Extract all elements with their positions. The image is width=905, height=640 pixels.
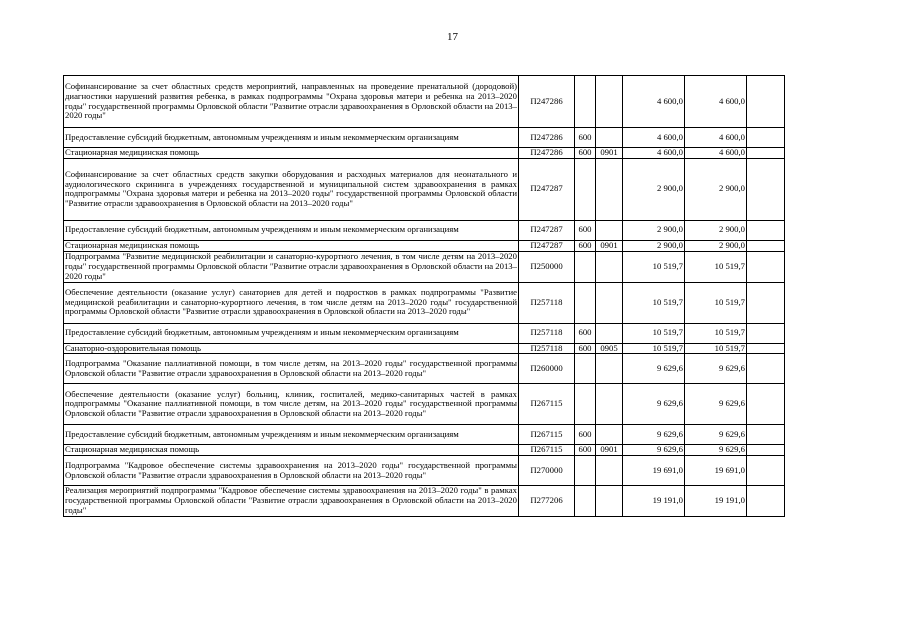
row-rz-cell bbox=[596, 282, 623, 323]
table-row bbox=[64, 240, 785, 251]
table-row bbox=[64, 486, 785, 517]
row-code-cell: П247287 bbox=[519, 220, 575, 240]
row-rz-cell: 0905 bbox=[596, 343, 623, 354]
row-sum1-cell: 10 519,7 bbox=[623, 251, 685, 282]
table-row bbox=[64, 323, 785, 343]
row-vr-cell: 600 bbox=[575, 343, 596, 354]
table-row bbox=[64, 148, 785, 159]
budget-table bbox=[63, 75, 785, 517]
row-name-cell: Обеспечение деятельности (оказание услуг) санаториев для детей и подростков в рамках подпрограммы "Развитие медицинской реабилитации и санаторно-курортного лечения, в том числе детям на 2013–2020 годы" государственной программы Орловской области "Развитие отрасли здравоохранения в Орловской области на 2013–2020 годы" bbox=[64, 282, 519, 323]
row-extra-cell bbox=[747, 456, 785, 486]
row-rz-cell bbox=[596, 486, 623, 517]
row-rz-cell bbox=[596, 128, 623, 148]
row-extra-cell bbox=[747, 148, 785, 159]
row-rz-cell: 0901 bbox=[596, 148, 623, 159]
row-code-cell: П257118 bbox=[519, 282, 575, 323]
row-extra-cell bbox=[747, 445, 785, 456]
row-code-cell: П247286 bbox=[519, 148, 575, 159]
row-name-cell: Подпрограмма "Развитие медицинской реабилитации и санаторно-курортного лечения, в том числе детям на 2013–2020 годы" государственной программы Орловской области "Развитие отрасли здравоохранения в Орловской области на 2013–2020 годы" bbox=[65, 251, 517, 281]
row-vr-cell bbox=[575, 282, 596, 323]
row-sum2-cell: 9 629,6 bbox=[685, 354, 747, 384]
row-sum2-cell: 9 629,6 bbox=[685, 384, 747, 425]
row-name-cell: Стационарная медицинская помощь bbox=[64, 148, 519, 159]
row-extra-cell bbox=[747, 128, 785, 148]
row-code-cell: П247286 bbox=[519, 76, 575, 128]
row-code-cell: П257118 bbox=[519, 323, 575, 343]
row-rz-cell bbox=[596, 220, 623, 240]
row-sum1-cell: 4 600,0 bbox=[623, 128, 685, 148]
row-vr-cell bbox=[575, 158, 596, 220]
row-vr-cell: 600 bbox=[575, 445, 596, 456]
row-name-cell: Подпрограмма "Оказание паллиативной помощи, в том числе детям, на 2013–2020 годы" государственной программы Орловской области "Развитие отрасли здравоохранения в Орловской области на 2013–2020 годы" bbox=[64, 354, 519, 384]
row-code-cell: П267115 bbox=[519, 445, 575, 456]
row-sum2-cell: 10 519,7 bbox=[685, 251, 747, 282]
row-sum1-cell: 4 600,0 bbox=[623, 76, 685, 128]
row-sum2-cell: 9 629,6 bbox=[685, 425, 747, 445]
row-name-cell: Предоставление субсидий бюджетным, автономным учреждениям и иным некоммерческим организациям bbox=[64, 323, 519, 343]
row-sum1-cell: 19 191,0 bbox=[623, 486, 685, 517]
row-name-cell: Предоставление субсидий бюджетным, автономным учреждениям и иным некоммерческим организациям bbox=[64, 425, 519, 445]
row-sum1-cell: 2 900,0 bbox=[623, 158, 685, 220]
row-extra-cell bbox=[747, 425, 785, 445]
row-vr-cell bbox=[575, 354, 596, 384]
row-sum2-cell: 4 600,0 bbox=[685, 148, 747, 159]
row-vr-cell: 600 bbox=[575, 128, 596, 148]
row-code-cell: П247287 bbox=[519, 240, 575, 251]
page-number: 17 bbox=[447, 31, 458, 43]
table-row bbox=[64, 456, 785, 486]
row-name-cell: Подпрограмма "Кадровое обеспечение системы здравоохранения на 2013–2020 годы" государственной программы Орловской области "Развитие отрасли здравоохранения в Орловской области на 2013–2020 годы" bbox=[64, 456, 519, 486]
row-name-cell: Реализация мероприятий подпрограммы "Кадровое обеспечение системы здравоохранения на 2013–2020 годы" в рамках государственной программы Орловской области "Развитие отрасли здравоохранения в Орловской области на 2013–2020 годы" bbox=[65, 485, 517, 516]
table-row bbox=[64, 282, 785, 323]
row-name-cell: Стационарная медицинская помощь bbox=[64, 445, 519, 456]
row-rz-cell bbox=[596, 384, 623, 425]
row-vr-cell bbox=[575, 384, 596, 425]
row-rz-cell bbox=[596, 354, 623, 384]
row-rz-cell: 0901 bbox=[596, 445, 623, 456]
row-extra-cell bbox=[747, 323, 785, 343]
row-sum1-cell: 4 600,0 bbox=[623, 148, 685, 159]
row-vr-cell: 600 bbox=[575, 220, 596, 240]
row-sum2-cell: 10 519,7 bbox=[685, 343, 747, 354]
row-extra-cell bbox=[747, 384, 785, 425]
row-code-cell: П257118 bbox=[519, 343, 575, 354]
row-sum2-cell: 19 191,0 bbox=[685, 486, 747, 517]
row-sum1-cell: 19 691,0 bbox=[623, 456, 685, 486]
row-sum2-cell: 2 900,0 bbox=[685, 158, 747, 220]
row-sum1-cell: 2 900,0 bbox=[623, 240, 685, 251]
row-vr-cell: 600 bbox=[575, 240, 596, 251]
table-row bbox=[64, 384, 785, 425]
row-sum2-cell: 9 629,6 bbox=[685, 445, 747, 456]
row-extra-cell bbox=[747, 220, 785, 240]
row-sum1-cell: 9 629,6 bbox=[623, 354, 685, 384]
row-code-cell: П250000 bbox=[519, 251, 575, 282]
row-extra-cell bbox=[747, 486, 785, 517]
row-name-cell: Софинансирование за счет областных средств мероприятий, направленных на проведение пренатальной (дородовой) диагностики нарушений развития ребенка, в рамках подпрограммы "Охрана здоровья матери и ребенка на 2013–2020 годы" государственной программы Орловской области "Развитие отрасли здравоохранения в Орловской области на 2013–2020 годы" bbox=[64, 76, 519, 128]
row-sum1-cell: 10 519,7 bbox=[623, 343, 685, 354]
row-name-cell: Предоставление субсидий бюджетным, автономным учреждениям и иным некоммерческим организациям bbox=[64, 220, 519, 240]
row-vr-cell bbox=[575, 251, 596, 282]
row-extra-cell bbox=[747, 282, 785, 323]
table-row bbox=[64, 128, 785, 148]
row-extra-cell bbox=[747, 240, 785, 251]
row-extra-cell bbox=[747, 343, 785, 354]
row-vr-cell: 600 bbox=[575, 148, 596, 159]
row-rz-cell: 0901 bbox=[596, 240, 623, 251]
row-code-cell: П247286 bbox=[519, 128, 575, 148]
row-sum2-cell: 10 519,7 bbox=[685, 323, 747, 343]
row-sum1-cell: 10 519,7 bbox=[623, 282, 685, 323]
row-vr-cell bbox=[575, 456, 596, 486]
row-code-cell: П247287 bbox=[519, 158, 575, 220]
row-vr-cell bbox=[575, 76, 596, 128]
row-sum1-cell: 2 900,0 bbox=[623, 220, 685, 240]
row-sum2-cell: 2 900,0 bbox=[685, 240, 747, 251]
row-sum2-cell: 4 600,0 bbox=[685, 76, 747, 128]
row-extra-cell bbox=[747, 251, 785, 282]
row-name-cell: Обеспечение деятельности (оказание услуг) больниц, клиник, госпиталей, медико-санитарных частей в рамках подпрограммы "Оказание паллиативной помощи, в том числе детям, на 2013–2020 годы" государственной программы Орловской области "Развитие отрасли здравоохранения в Орловской области на 2013–2020 годы" bbox=[64, 384, 519, 425]
row-vr-cell: 600 bbox=[575, 425, 596, 445]
table-row bbox=[64, 343, 785, 354]
row-code-cell: П260000 bbox=[519, 354, 575, 384]
table-row bbox=[64, 354, 785, 384]
row-extra-cell bbox=[747, 354, 785, 384]
row-sum2-cell: 4 600,0 bbox=[685, 128, 747, 148]
row-sum2-cell: 19 691,0 bbox=[685, 456, 747, 486]
row-vr-cell bbox=[575, 486, 596, 517]
row-sum2-cell: 10 519,7 bbox=[685, 282, 747, 323]
row-name-cell: Предоставление субсидий бюджетным, автономным учреждениям и иным некоммерческим организациям bbox=[64, 128, 519, 148]
row-extra-cell bbox=[747, 158, 785, 220]
row-rz-cell bbox=[596, 425, 623, 445]
row-rz-cell bbox=[596, 251, 623, 282]
row-extra-cell bbox=[747, 76, 785, 128]
row-sum1-cell: 10 519,7 bbox=[623, 323, 685, 343]
table-row bbox=[64, 445, 785, 456]
row-code-cell: П267115 bbox=[519, 425, 575, 445]
table-row bbox=[64, 220, 785, 240]
row-code-cell: П267115 bbox=[519, 384, 575, 425]
row-rz-cell bbox=[596, 76, 623, 128]
row-name-cell: Софинансирование за счет областных средств закупки оборудования и расходных материалов для неонатального и аудиологического скрининга в учреждениях государственной и муниципальной систем здравоохранения в рамках подпрограммы "Охрана здоровья матери и ребенка на 2013–2020 годы" государственной программы Орловской области "Развитие отрасли здравоохранения в Орловской области на 2013–2020 годы" bbox=[64, 158, 519, 220]
row-name-cell: Санаторно-оздоровительная помощь bbox=[64, 343, 519, 354]
row-rz-cell bbox=[596, 158, 623, 220]
row-sum1-cell: 9 629,6 bbox=[623, 445, 685, 456]
row-code-cell: П277206 bbox=[519, 486, 575, 517]
row-sum1-cell: 9 629,6 bbox=[623, 384, 685, 425]
table-row bbox=[64, 425, 785, 445]
row-sum1-cell: 9 629,6 bbox=[623, 425, 685, 445]
row-rz-cell bbox=[596, 456, 623, 486]
row-rz-cell bbox=[596, 323, 623, 343]
row-vr-cell: 600 bbox=[575, 323, 596, 343]
row-code-cell: П270000 bbox=[519, 456, 575, 486]
table-row bbox=[64, 251, 785, 282]
row-sum2-cell: 2 900,0 bbox=[685, 220, 747, 240]
table-row bbox=[64, 158, 785, 220]
table-row bbox=[64, 76, 785, 128]
row-name-cell: Стационарная медицинская помощь bbox=[64, 240, 519, 251]
